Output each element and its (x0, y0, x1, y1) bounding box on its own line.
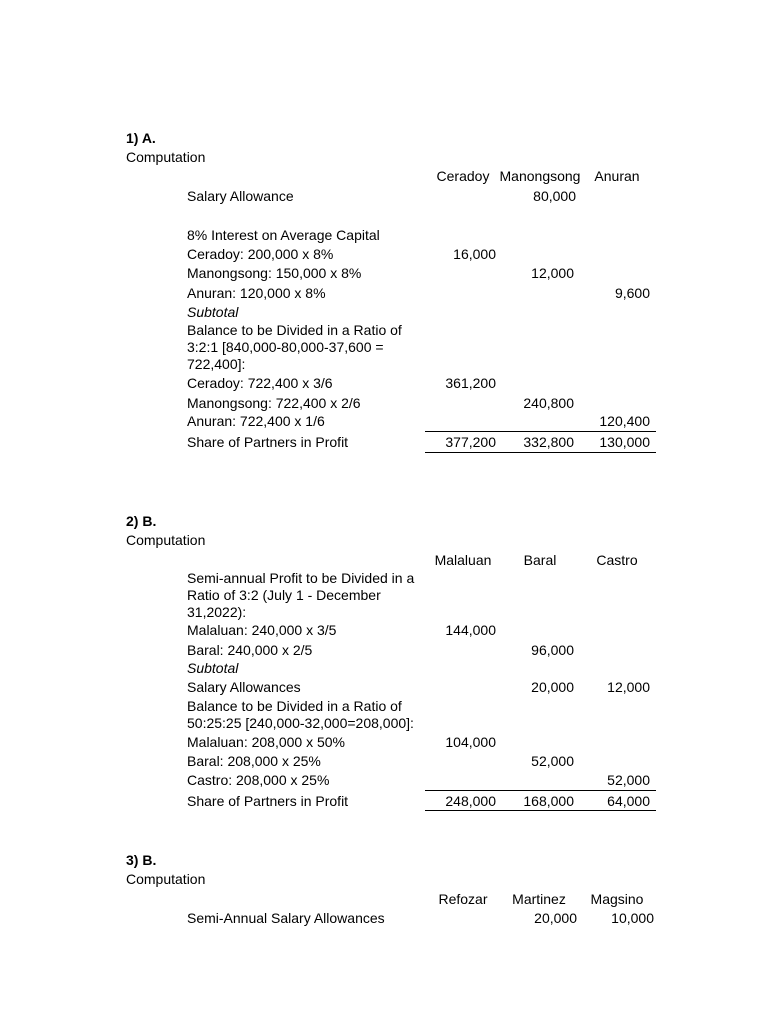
row-label: Malaluan: 208,000 x 50% (187, 734, 345, 750)
cell-value: 361,200 (445, 375, 496, 391)
total-underline (425, 810, 656, 811)
row-label: Castro: 208,000 x 25% (187, 772, 330, 788)
cell-value: 9,600 (614, 285, 650, 301)
cell-value: 10,000 (611, 910, 654, 926)
row-label: Malaluan: 240,000 x 3/5 (187, 622, 337, 638)
row-label: Balance to be Divided in a Ratio of 50:25:25 [240,000-32,000=208,000]: (187, 698, 414, 731)
cell-value: 12,000 (607, 679, 650, 695)
column-header-baral: Baral (523, 552, 557, 568)
cell-value: 20,000 (531, 679, 574, 695)
column-header-refozar: Refozar (438, 891, 488, 907)
problem-3-heading: 3) B. (126, 852, 157, 868)
column-header-magsino: Magsino (590, 891, 644, 907)
row-label: Manongsong: 722,400 x 2/6 (187, 395, 361, 411)
column-header-ceradoy: Ceradoy (436, 168, 490, 184)
column-header-anuran: Anuran (594, 168, 640, 184)
row-label: Anuran: 722,400 x 1/6 (187, 413, 325, 429)
column-header-manongsong: Manongsong (499, 168, 581, 184)
row-label: 8% Interest on Average Capital (187, 227, 380, 243)
total-cell-value: 168,000 (523, 793, 574, 809)
row-label: Baral: 208,000 x 25% (187, 753, 321, 769)
total-cell-value: 332,800 (523, 434, 574, 450)
row-label: Anuran: 120,000 x 8% (187, 285, 326, 301)
row-label: Semi-annual Profit to be Divided in a Ratio of 3:2 (July 1 - December 31,2022): (187, 570, 415, 620)
total-rule (425, 431, 656, 432)
subtotal-label: Subtotal (187, 660, 239, 676)
cell-value: 20,000 (534, 910, 577, 926)
row-label: Balance to be Divided in a Ratio of 3:2:1 [840,000-80,000-37,600 = 722,400]: (187, 322, 402, 372)
row-label: Salary Allowances (187, 679, 301, 695)
cell-value: 12,000 (531, 265, 574, 281)
problem-2-heading: 2) B. (126, 513, 157, 529)
cell-value: 52,000 (531, 753, 574, 769)
total-cell-value: 64,000 (607, 793, 650, 809)
cell-value: 52,000 (607, 772, 650, 788)
total-cell-value: 377,200 (445, 434, 496, 450)
row-label: Ceradoy: 722,400 x 3/6 (187, 375, 333, 391)
problem-1-heading: 1) A. (126, 130, 156, 146)
total-row-label: Share of Partners in Profit (187, 434, 349, 450)
cell-value: 80,000 (533, 188, 576, 204)
cell-value: 144,000 (445, 622, 496, 638)
column-header-malaluan: Malaluan (434, 552, 492, 568)
row-label: Semi-Annual Salary Allowances (187, 910, 385, 926)
cell-value: 96,000 (531, 642, 574, 658)
row-label: Manongsong: 150,000 x 8% (187, 265, 362, 281)
total-rule (425, 790, 656, 791)
column-header-castro: Castro (596, 552, 638, 568)
total-underline (425, 452, 656, 453)
cell-value: 240,800 (523, 395, 574, 411)
problem-1-computation-label: Computation (126, 149, 206, 165)
row-label: Salary Allowance (187, 188, 294, 204)
problem-2-computation-label: Computation (126, 532, 206, 548)
problem-3-computation-label: Computation (126, 871, 206, 887)
cell-value: 104,000 (445, 734, 496, 750)
total-cell-value: 248,000 (445, 793, 496, 809)
total-cell-value: 130,000 (599, 434, 650, 450)
row-label: Baral: 240,000 x 2/5 (187, 642, 313, 658)
subtotal-label: Subtotal (187, 304, 239, 320)
cell-value: 16,000 (453, 246, 496, 262)
cell-value: 120,400 (599, 413, 650, 429)
total-row-label: Share of Partners in Profit (187, 793, 349, 809)
column-header-martinez: Martinez (512, 891, 566, 907)
row-label: Ceradoy: 200,000 x 8% (187, 246, 334, 262)
